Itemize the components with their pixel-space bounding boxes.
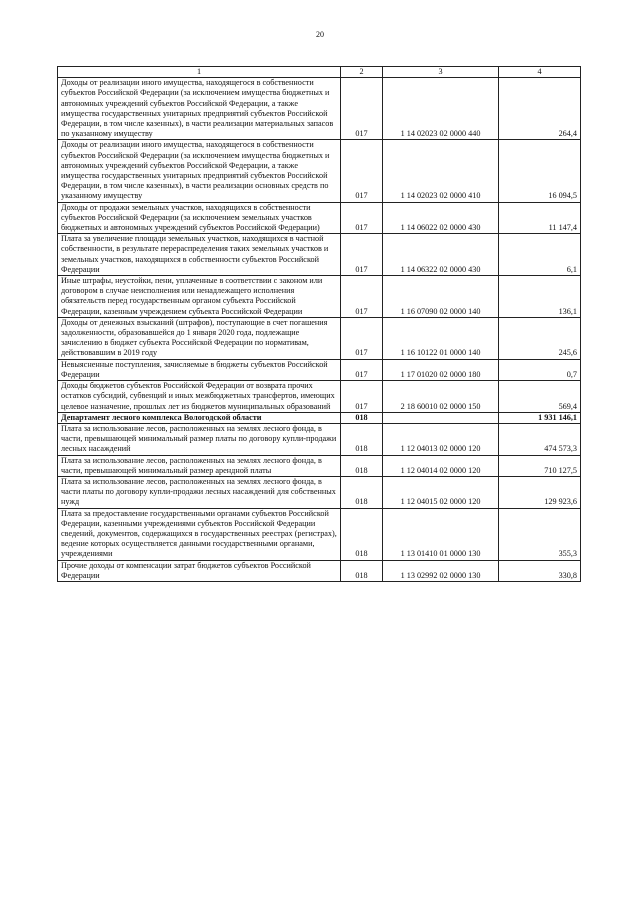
row-code: 017 bbox=[341, 234, 383, 276]
row-amount: 1 931 146,1 bbox=[499, 412, 581, 423]
row-name: Плата за использование лесов, расположенных на землях лесного фонда, в части, превышающей минимальный размер платы по договору купли-продажи лесных насаждений bbox=[58, 423, 341, 455]
table-row bbox=[58, 508, 581, 560]
row-amount: 16 094,5 bbox=[499, 140, 581, 202]
row-code: 017 bbox=[341, 202, 383, 234]
row-kbk: 1 17 01020 02 0000 180 bbox=[383, 359, 499, 380]
revenue-table bbox=[57, 66, 581, 582]
row-amount: 264,4 bbox=[499, 78, 581, 140]
table-row bbox=[58, 381, 581, 413]
row-kbk: 1 13 02992 02 0000 130 bbox=[383, 560, 499, 581]
table-row bbox=[58, 140, 581, 202]
row-kbk: 1 16 07090 02 0000 140 bbox=[383, 276, 499, 318]
row-code: 018 bbox=[341, 455, 383, 476]
row-amount: 136,1 bbox=[499, 276, 581, 318]
row-name: Доходы от денежных взысканий (штрафов), поступающие в счет погашения задолженности, образовавшейся до 1 января 2020 года, подлежащие зачислению в бюджет субъекта Российской Федерации по нормативам, действовавшим в 2019 году bbox=[58, 317, 341, 359]
table-row bbox=[58, 476, 581, 508]
row-name: Департамент лесного комплекса Вологодской области bbox=[58, 412, 341, 423]
table-row bbox=[58, 560, 581, 581]
header-col-4: 4 bbox=[499, 67, 581, 78]
row-kbk: 1 14 02023 02 0000 440 bbox=[383, 78, 499, 140]
row-kbk: 1 14 06322 02 0000 430 bbox=[383, 234, 499, 276]
row-kbk: 1 12 04015 02 0000 120 bbox=[383, 476, 499, 508]
row-code: 018 bbox=[341, 423, 383, 455]
row-name: Доходы от продажи земельных участков, находящихся в собственности субъектов Российской Федерации (за исключением земельных участков бюджетных и автономных учреждений субъектов Российской Федерации) bbox=[58, 202, 341, 234]
row-code: 018 bbox=[341, 508, 383, 560]
row-name: Невыясненные поступления, зачисляемые в бюджеты субъектов Российской Федерации bbox=[58, 359, 341, 380]
row-name: Иные штрафы, неустойки, пени, уплаченные в соответствии с законом или договором в случае неисполнения или ненадлежащего исполнения обязательств перед государственным органом субъекта Российской Федерации, казенным учреждением субъекта Российской Федерации bbox=[58, 276, 341, 318]
row-amount: 474 573,3 bbox=[499, 423, 581, 455]
table-row bbox=[58, 234, 581, 276]
row-code: 018 bbox=[341, 412, 383, 423]
table-header-row bbox=[58, 67, 581, 78]
table-row bbox=[58, 423, 581, 455]
row-code: 017 bbox=[341, 381, 383, 413]
row-name: Прочие доходы от компенсации затрат бюджетов субъектов Российской Федерации bbox=[58, 560, 341, 581]
table-row bbox=[58, 78, 581, 140]
row-amount: 569,4 bbox=[499, 381, 581, 413]
row-name: Плата за использование лесов, расположенных на землях лесного фонда, в части платы по договору купли-продажи лесных насаждений для собственных нужд bbox=[58, 476, 341, 508]
header-col-2: 2 bbox=[341, 67, 383, 78]
row-amount: 330,8 bbox=[499, 560, 581, 581]
row-amount: 6,1 bbox=[499, 234, 581, 276]
header-col-3: 3 bbox=[383, 67, 499, 78]
page-number: 20 bbox=[316, 30, 324, 39]
row-name: Доходы от реализации иного имущества, находящегося в собственности субъектов Российской Федерации (за исключением имущества бюджетных и автономных учреждений субъектов Российской Федерации, а также имущества государственных унитарных предприятий субъектов Российской Федерации, в том числе казенных), в части реализации материальных запасов по указанному имуществу bbox=[58, 78, 341, 140]
row-amount: 355,3 bbox=[499, 508, 581, 560]
table-row bbox=[58, 359, 581, 380]
row-code: 017 bbox=[341, 276, 383, 318]
row-name: Плата за использование лесов, расположенных на землях лесного фонда, в части, превышающей минимальный размер арендной платы bbox=[58, 455, 341, 476]
header-col-1: 1 bbox=[58, 67, 341, 78]
table-row bbox=[58, 455, 581, 476]
row-name: Доходы бюджетов субъектов Российской Федерации от возврата прочих остатков субсидий, субвенций и иных межбюджетных трансфертов, имеющих целевое назначение, прошлых лет из бюджетов муниципальных образований bbox=[58, 381, 341, 413]
row-code: 017 bbox=[341, 359, 383, 380]
row-amount: 0,7 bbox=[499, 359, 581, 380]
row-name: Доходы от реализации иного имущества, находящегося в собственности субъектов Российской Федерации (за исключением имущества бюджетных и автономных учреждений субъектов Российской Федерации, а также имущества государственных унитарных предприятий субъектов Российской Федерации, в том числе казенных), в части реализации основных средств по указанному имуществу bbox=[58, 140, 341, 202]
row-amount: 11 147,4 bbox=[499, 202, 581, 234]
row-code: 017 bbox=[341, 140, 383, 202]
row-name: Плата за предоставление государственными органами субъектов Российской Федерации, казенными учреждениями субъектов Российской Федерации сведений, документов, содержащихся в государственных реестрах (регистрах), ведение которых осуществляется данными государственными органами, учреждениями bbox=[58, 508, 341, 560]
row-amount: 710 127,5 bbox=[499, 455, 581, 476]
row-kbk: 1 12 04014 02 0000 120 bbox=[383, 455, 499, 476]
row-kbk: 1 16 10122 01 0000 140 bbox=[383, 317, 499, 359]
table-row bbox=[58, 412, 581, 423]
table-row bbox=[58, 317, 581, 359]
table-row bbox=[58, 276, 581, 318]
row-kbk: 1 14 06022 02 0000 430 bbox=[383, 202, 499, 234]
row-name: Плата за увеличение площади земельных участков, находящихся в частной собственности, в результате перераспределения таких земельных участков и земельных участков, находящихся в собственности субъектов Российской Федерации bbox=[58, 234, 341, 276]
row-amount: 245,6 bbox=[499, 317, 581, 359]
row-amount: 129 923,6 bbox=[499, 476, 581, 508]
row-code: 017 bbox=[341, 317, 383, 359]
row-kbk: 1 14 02023 02 0000 410 bbox=[383, 140, 499, 202]
row-kbk bbox=[383, 412, 499, 423]
row-kbk: 1 12 04013 02 0000 120 bbox=[383, 423, 499, 455]
row-code: 018 bbox=[341, 560, 383, 581]
row-code: 017 bbox=[341, 78, 383, 140]
row-kbk: 2 18 60010 02 0000 150 bbox=[383, 381, 499, 413]
table-row bbox=[58, 202, 581, 234]
row-code: 018 bbox=[341, 476, 383, 508]
row-kbk: 1 13 01410 01 0000 130 bbox=[383, 508, 499, 560]
